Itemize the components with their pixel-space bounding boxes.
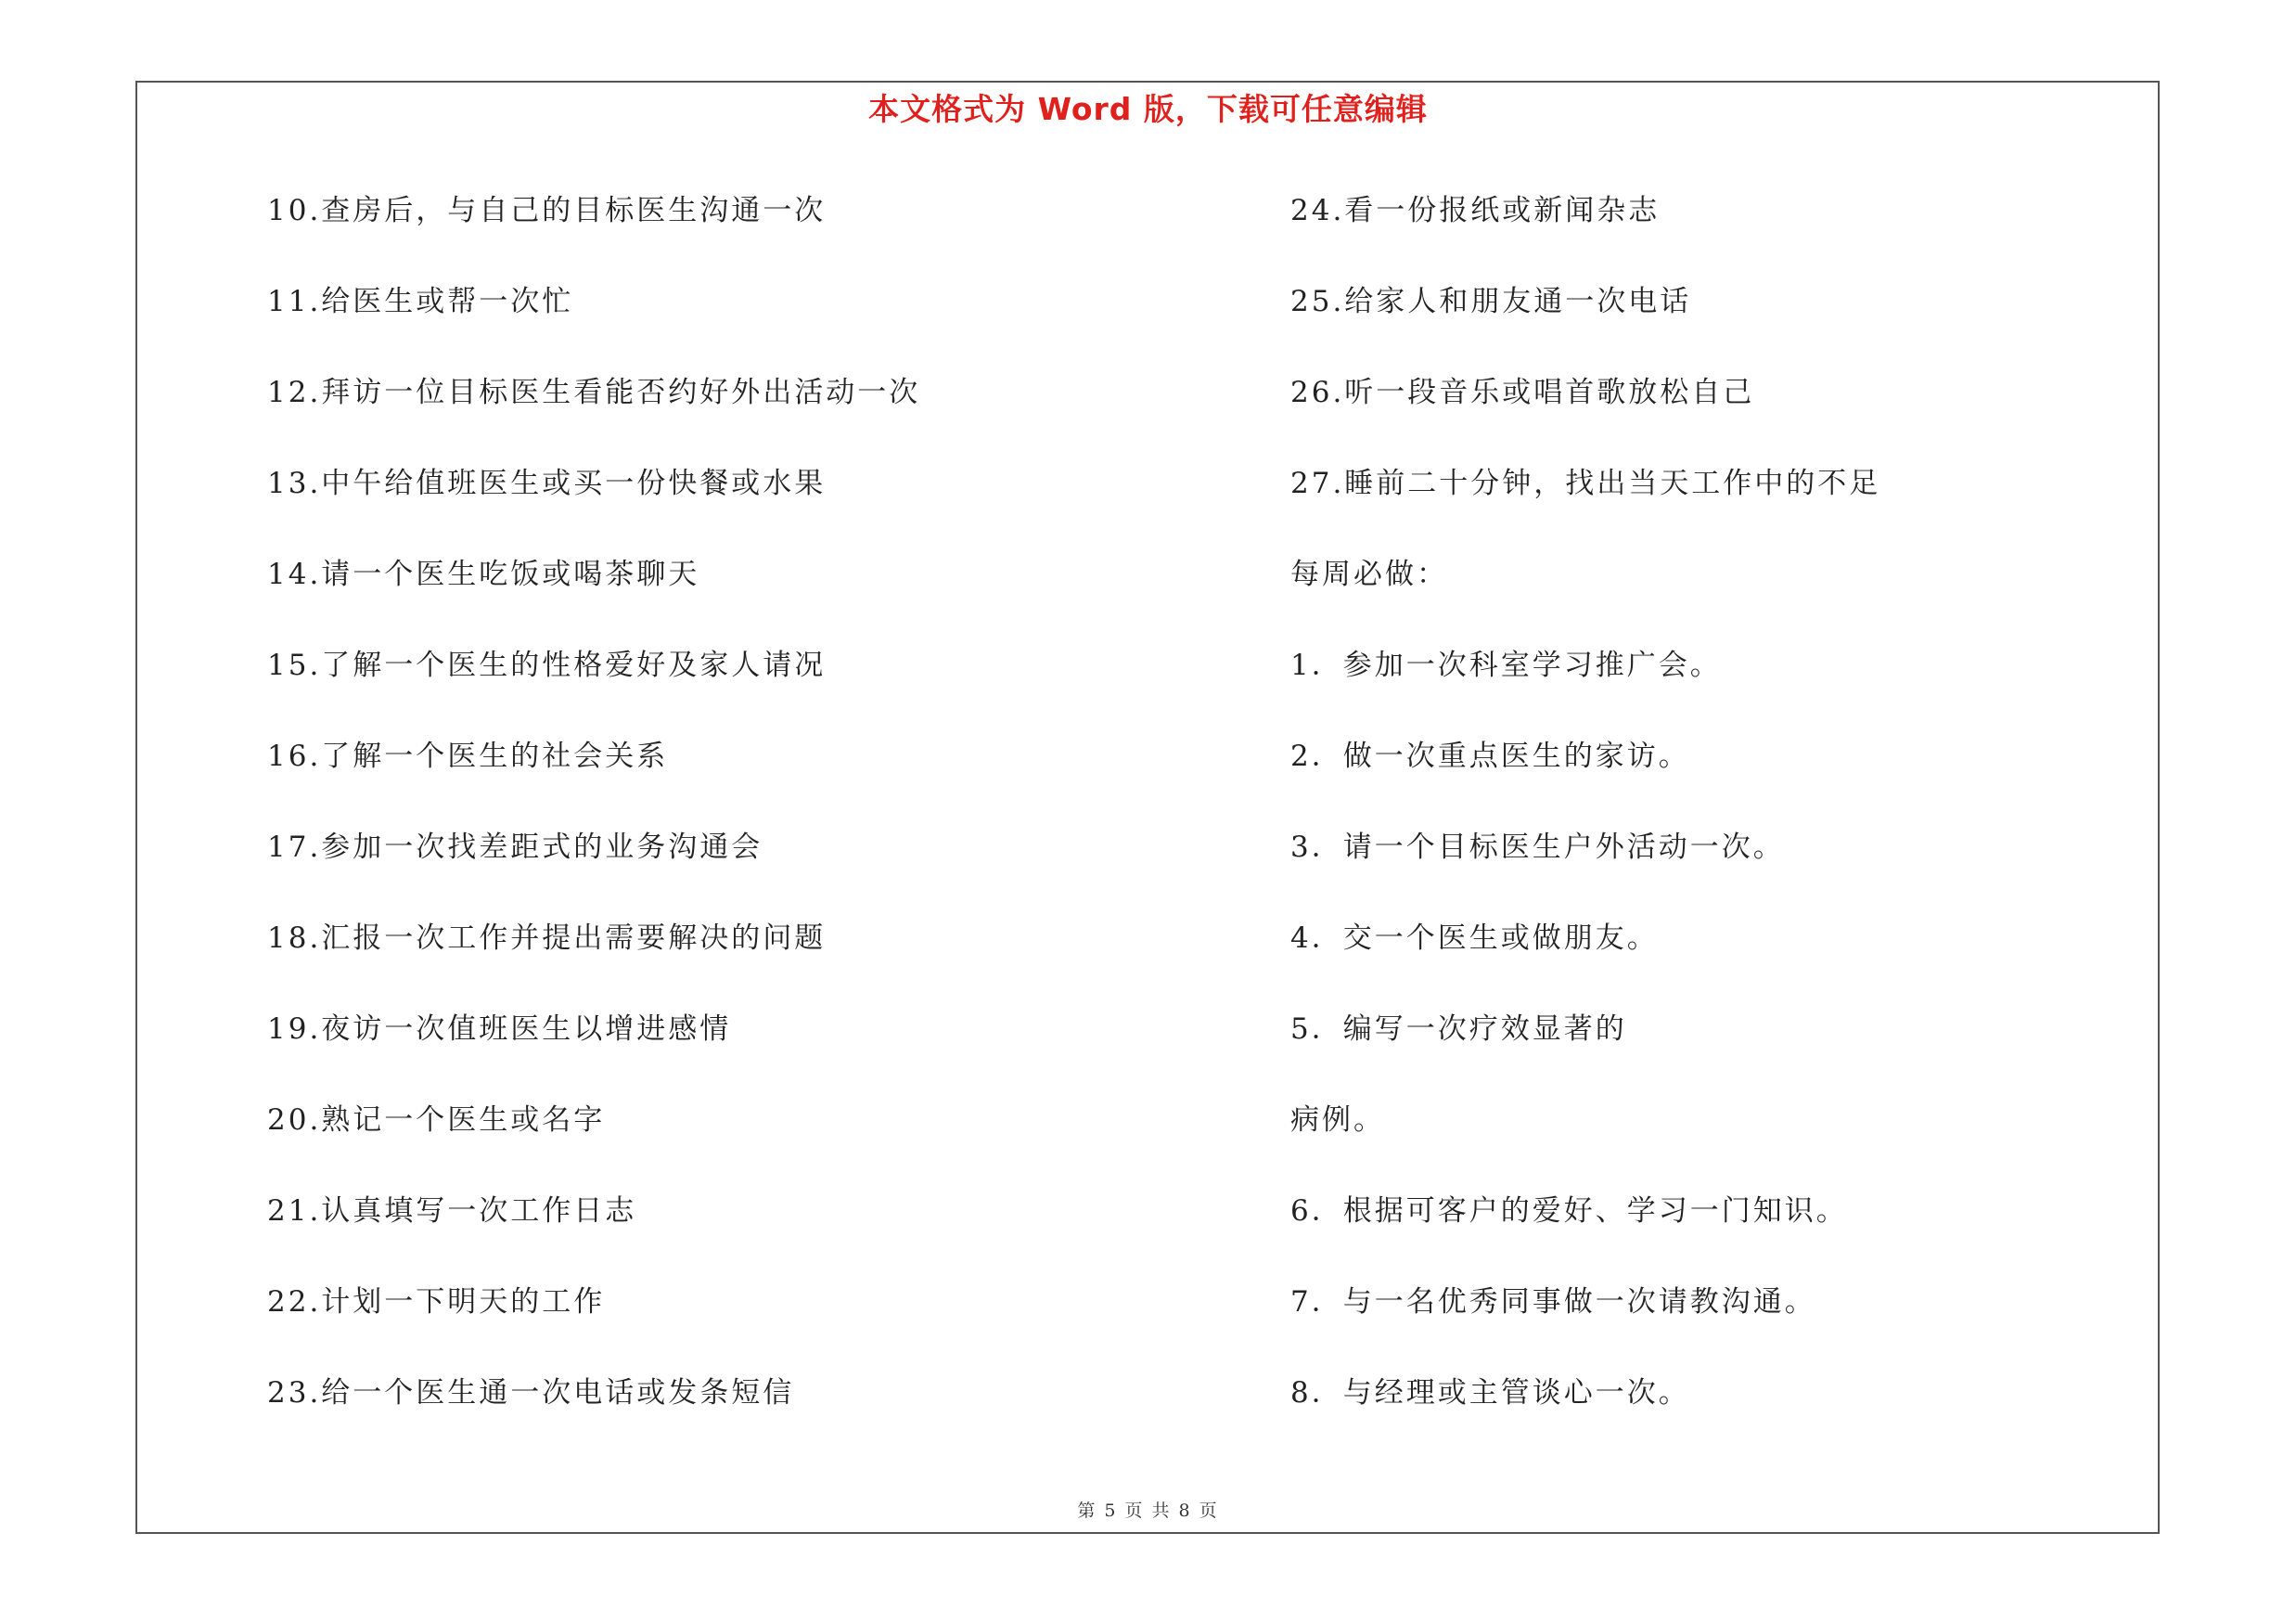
list-item: 27.睡前二十分钟，找出当天工作中的不足 [1290, 467, 1881, 500]
section-heading-weekly: 每周必做： [1290, 558, 1448, 591]
list-item: 25.给家人和朋友通一次电话 [1290, 285, 1692, 318]
list-item: 19.夜访一次值班医生以增进感情 [267, 1012, 732, 1046]
list-item: 6．根据可客户的爱好、学习一门知识。 [1290, 1194, 1848, 1228]
list-item: 16.了解一个医生的社会关系 [267, 740, 669, 773]
list-item: 15.了解一个医生的性格爱好及家人请况 [267, 649, 827, 682]
list-item: 14.请一个医生吃饭或喝茶聊天 [267, 558, 700, 591]
list-item: 26.听一段音乐或唱首歌放松自己 [1290, 376, 1755, 409]
list-item: 24.看一份报纸或新闻杂志 [1290, 194, 1661, 227]
list-item: 7．与一名优秀同事做一次请教沟通。 [1290, 1285, 1816, 1319]
format-notice: 本文格式为 Word 版，下载可任意编辑 [868, 91, 1428, 127]
list-item: 17.参加一次找差距式的业务沟通会 [267, 831, 763, 864]
right-column [1290, 182, 1880, 1455]
list-item: 12.拜访一位目标医生看能否约好外出活动一次 [267, 376, 921, 409]
list-item: 3．请一个目标医生户外活动一次。 [1290, 831, 1785, 864]
list-item: 5．编写一次疗效显著的 [1290, 1012, 1627, 1046]
list-item: 21.认真填写一次工作日志 [267, 1194, 637, 1228]
list-item: 1．参加一次科室学习推广会。 [1290, 649, 1722, 682]
list-item: 2．做一次重点医生的家访。 [1290, 740, 1690, 773]
list-item: 8．与经理或主管谈心一次。 [1290, 1376, 1690, 1410]
list-item: 22.计划一下明天的工作 [267, 1285, 606, 1319]
list-item: 11.给医生或帮一次忙 [267, 285, 574, 318]
left-column [267, 182, 920, 1455]
page-indicator: 第 5 页 共 8 页 [1077, 1501, 1219, 1521]
list-item-continuation: 病例。 [1290, 1103, 1385, 1137]
list-item: 23.给一个医生通一次电话或发条短信 [267, 1376, 795, 1410]
list-item: 10.查房后，与自己的目标医生沟通一次 [267, 194, 827, 227]
list-item: 18.汇报一次工作并提出需要解决的问题 [267, 921, 827, 955]
list-item: 13.中午给值班医生或买一份快餐或水果 [267, 467, 827, 500]
list-item: 4．交一个医生或做朋友。 [1290, 921, 1659, 955]
list-item: 20.熟记一个医生或名字 [267, 1103, 606, 1137]
